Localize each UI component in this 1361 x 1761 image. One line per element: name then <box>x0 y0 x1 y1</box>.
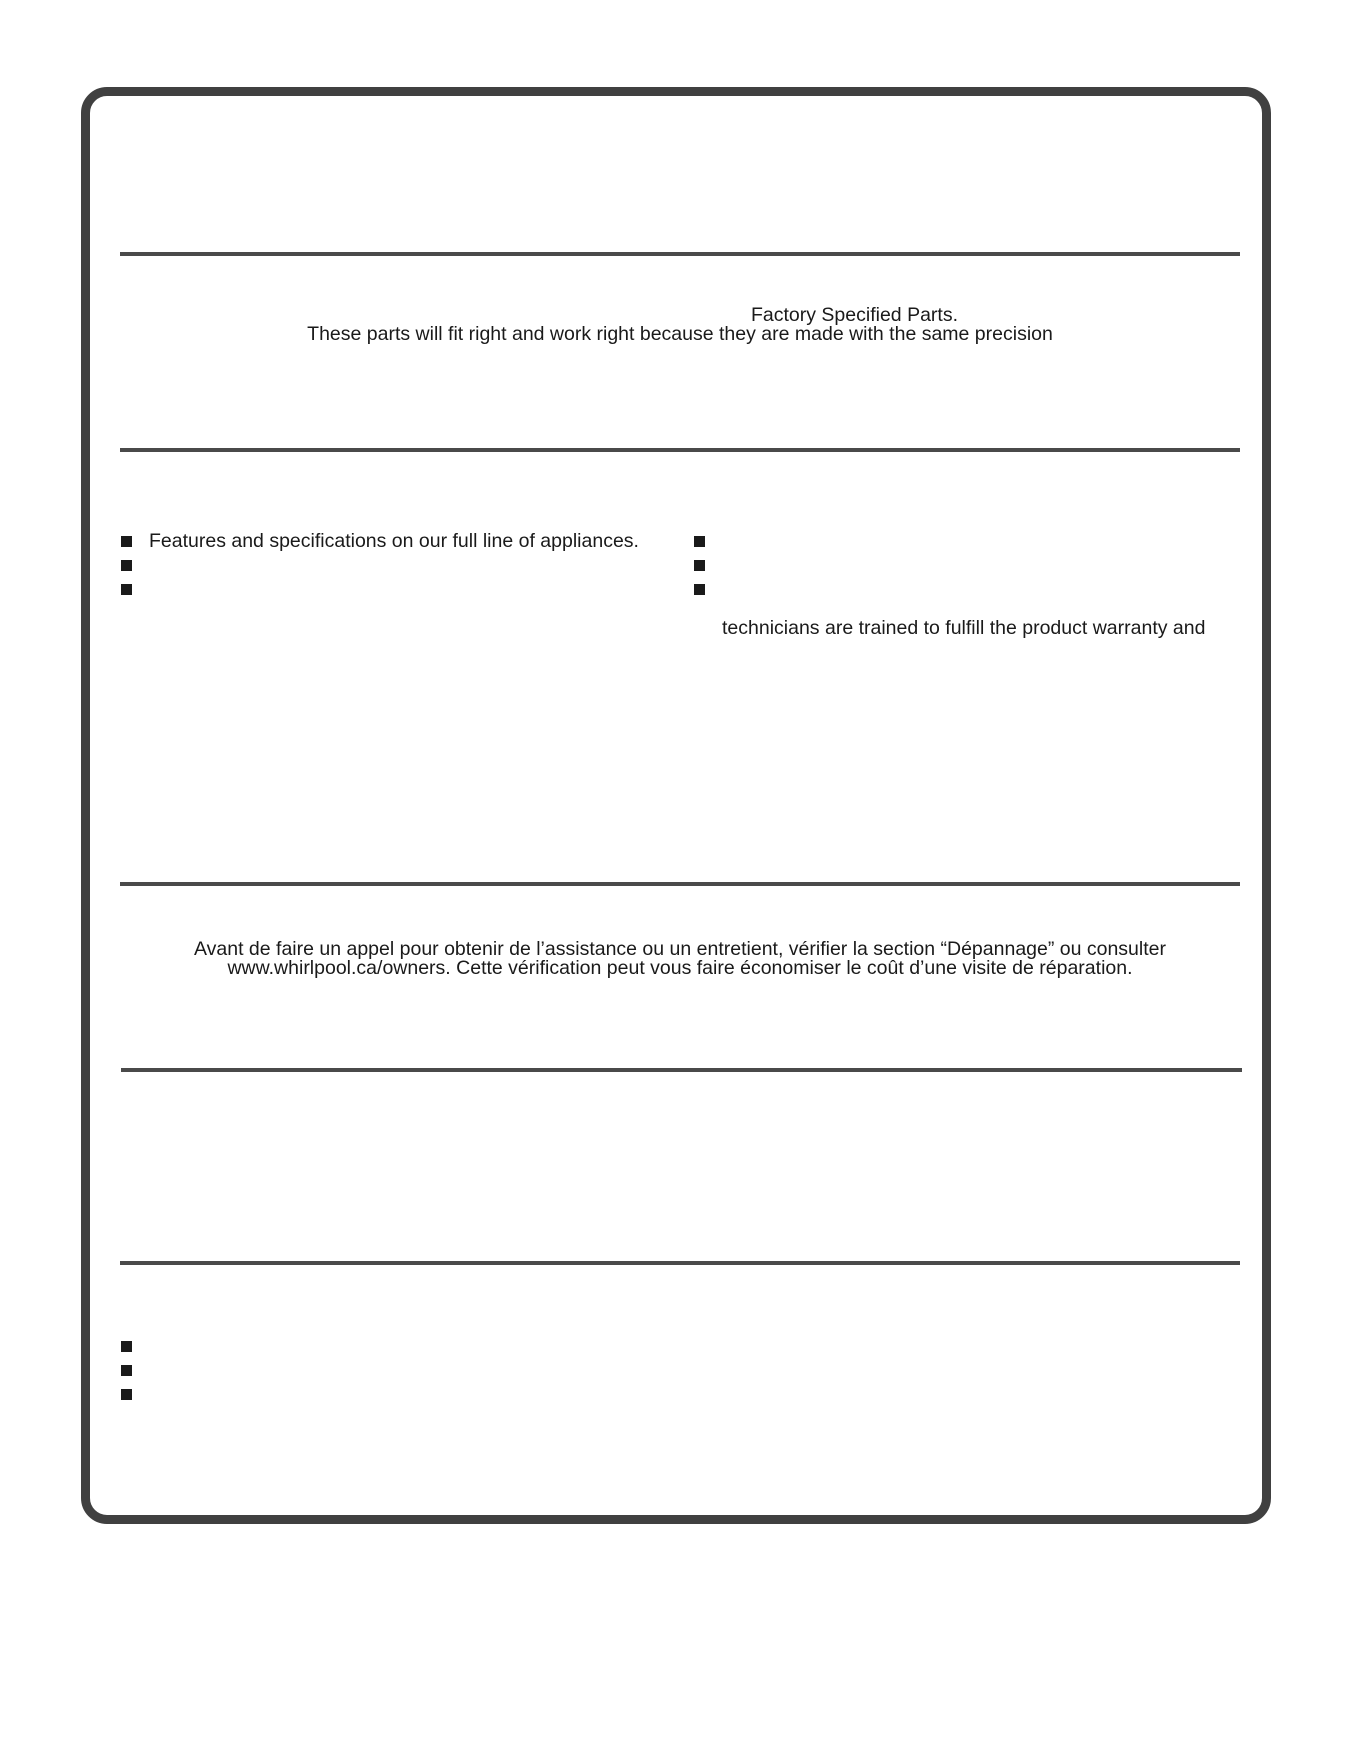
section-divider-3 <box>120 882 1240 886</box>
factory-parts-heading: Factory Specified Parts. <box>751 304 958 326</box>
section-divider-5 <box>120 1261 1240 1265</box>
page-border-frame <box>81 87 1271 1524</box>
section-divider-1 <box>120 252 1240 256</box>
list-item: Features and specifications on our full line of appliances. <box>149 530 639 552</box>
bullet-marker <box>694 536 705 547</box>
bullet-marker <box>121 1365 132 1376</box>
bullet-marker <box>121 536 132 547</box>
section-divider-2 <box>120 448 1240 452</box>
bullet-marker <box>121 1341 132 1352</box>
french-notice-line-2: www.whirlpool.ca/owners. Cette vérification peut vous faire économiser le coût d’une visite de réparation. <box>227 957 1133 979</box>
section-divider-4 <box>121 1068 1242 1072</box>
bullet-marker <box>121 1389 132 1400</box>
bullet-marker <box>694 560 705 571</box>
technicians-text: technicians are trained to fulfill the product warranty and <box>722 617 1206 639</box>
bullet-marker <box>121 584 132 595</box>
bullet-marker <box>121 560 132 571</box>
french-notice-line-1: Avant de faire un appel pour obtenir de l’assistance ou un entretient, vérifier la section “Dépannage” ou consulter <box>194 938 1166 960</box>
parts-fit-text: These parts will fit right and work right because they are made with the same precision <box>307 323 1053 345</box>
bullet-marker <box>694 584 705 595</box>
